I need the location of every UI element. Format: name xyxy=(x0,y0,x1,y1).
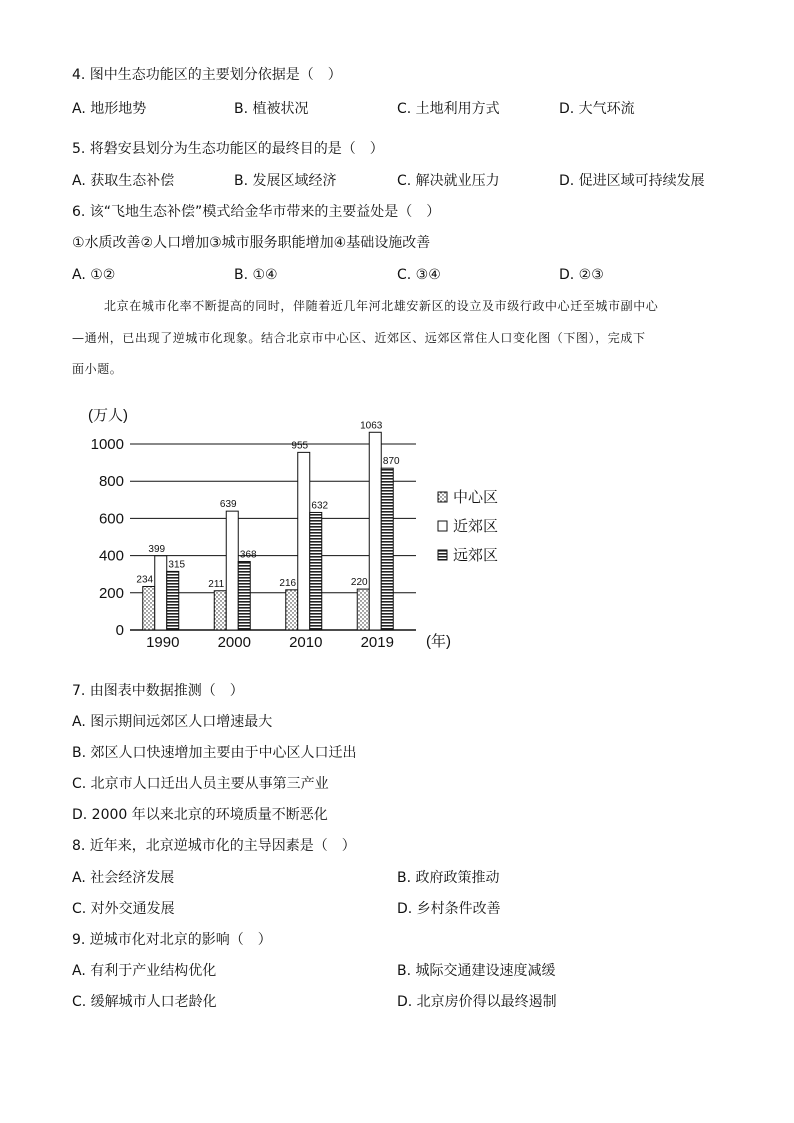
q4-option-d: D. 大气环流 xyxy=(559,101,635,117)
bar-blank-1990 xyxy=(155,556,167,630)
q7-option-d: D. 2000 年以来北京的环境质量不断恶化 xyxy=(72,807,328,823)
data-label: 639 xyxy=(219,499,237,511)
y-tick-label: 600 xyxy=(98,510,124,528)
q5-stem: 5. 将磐安县划分为生态功能区的最终目的是（ ） xyxy=(72,141,384,157)
data-label: 399 xyxy=(148,543,166,555)
y-axis-label: (万人) xyxy=(88,407,128,424)
y-tick-label: 200 xyxy=(98,584,124,602)
bar-striped-1990 xyxy=(167,571,179,630)
q7-option-c: C. 北京市人口迁出人员主要从事第三产业 xyxy=(72,776,329,792)
passage-line-2: —通州，已出现了逆城市化现象。结合北京市中心区、近郊区、远郊区常住人口变化图（下图），完成下 xyxy=(72,331,646,345)
q6-option-a: A. ①② xyxy=(72,267,116,283)
data-label: 216 xyxy=(279,577,297,589)
bar-dotted-2000 xyxy=(214,591,226,630)
q4-option-b: B. 植被状况 xyxy=(234,101,309,117)
legend-swatch-striped xyxy=(438,550,447,560)
bar-blank-2000 xyxy=(226,511,238,630)
q5-option-a: A. 获取生态补偿 xyxy=(72,173,175,189)
bar-striped-2010 xyxy=(310,512,322,630)
passage-line-1: 北京在城市化率不断提高的同时，伴随着近几年河北雄安新区的设立及市级行政中心迁至城市副中心 xyxy=(104,299,659,313)
q7-stem: 7. 由图表中数据推测（ ） xyxy=(72,683,244,699)
y-tick-label: 400 xyxy=(98,547,124,565)
q6-option-b: B. ①④ xyxy=(234,267,278,283)
data-label: 315 xyxy=(168,559,186,571)
q6-stem: 6. 该“飞地生态补偿”模式给金华市带来的主要益处是（ ） xyxy=(72,204,441,220)
data-label: 955 xyxy=(291,440,309,452)
q8-option-d: D. 乡村条件改善 xyxy=(397,901,501,917)
q6-option-c: C. ③④ xyxy=(397,267,441,283)
q9-option-c: C. 缓解城市人口老龄化 xyxy=(72,994,217,1010)
bar-striped-2019 xyxy=(381,468,393,630)
q5-option-c: C. 解决就业压力 xyxy=(397,173,500,189)
legend-label: 远郊区 xyxy=(453,547,499,564)
q8-option-c: C. 对外交通发展 xyxy=(72,901,175,917)
y-tick-label: 800 xyxy=(98,473,124,491)
legend-swatch-dotted xyxy=(438,492,447,502)
y-tick-label: 1000 xyxy=(90,436,124,453)
data-label: 234 xyxy=(136,574,154,586)
data-label: 870 xyxy=(382,456,400,468)
bar-blank-2010 xyxy=(298,452,310,630)
x-tick-label: 2019 xyxy=(360,634,394,651)
q8-option-a: A. 社会经济发展 xyxy=(72,870,175,886)
data-label: 368 xyxy=(239,549,257,561)
q5-option-b: B. 发展区域经济 xyxy=(234,173,337,189)
q4-option-c: C. 土地利用方式 xyxy=(397,101,500,117)
x-tick-label: 2010 xyxy=(289,634,323,651)
population-bar-chart xyxy=(80,400,520,660)
data-label: 632 xyxy=(311,500,329,512)
data-label: 1063 xyxy=(360,420,383,432)
x-tick-label: 2000 xyxy=(217,634,251,651)
x-tick-label: 1990 xyxy=(146,634,180,651)
x-axis-label: (年) xyxy=(426,633,451,650)
q6-option-d: D. ②③ xyxy=(559,267,604,283)
q9-stem: 9. 逆城市化对北京的影响（ ） xyxy=(72,932,272,948)
bar-striped-2000 xyxy=(238,562,250,630)
legend-swatch-blank xyxy=(438,521,447,531)
legend-label: 近郊区 xyxy=(453,518,499,535)
q8-option-b: B. 政府政策推动 xyxy=(397,870,500,886)
q5-option-d: D. 促进区域可持续发展 xyxy=(559,173,705,189)
bar-dotted-2010 xyxy=(286,590,298,630)
q4-stem: 4. 图中生态功能区的主要划分依据是（ ） xyxy=(72,67,342,83)
q7-option-b: B. 郊区人口快速增加主要由于中心区人口迁出 xyxy=(72,745,357,761)
q6-statements: ①水质改善②人口增加③城市服务职能增加④基础设施改善 xyxy=(72,235,431,251)
legend-label: 中心区 xyxy=(453,489,499,506)
bar-dotted-2019 xyxy=(357,589,369,630)
bar-blank-2019 xyxy=(369,432,381,630)
q4-option-a: A. 地形地势 xyxy=(72,101,147,117)
passage-line-3: 面小题。 xyxy=(72,362,123,376)
q7-option-a: A. 图示期间远郊区人口增速最大 xyxy=(72,714,273,730)
q9-option-d: D. 北京房价得以最终遏制 xyxy=(397,994,557,1010)
y-tick-label: 0 xyxy=(115,622,124,639)
q8-stem: 8. 近年来，北京逆城市化的主导因素是（ ） xyxy=(72,838,356,854)
bar-dotted-1990 xyxy=(143,586,155,630)
q9-option-a: A. 有利于产业结构优化 xyxy=(72,963,217,979)
data-label: 220 xyxy=(350,577,368,589)
data-label: 211 xyxy=(208,578,225,590)
q9-option-b: B. 城际交通建设速度减缓 xyxy=(397,963,556,979)
